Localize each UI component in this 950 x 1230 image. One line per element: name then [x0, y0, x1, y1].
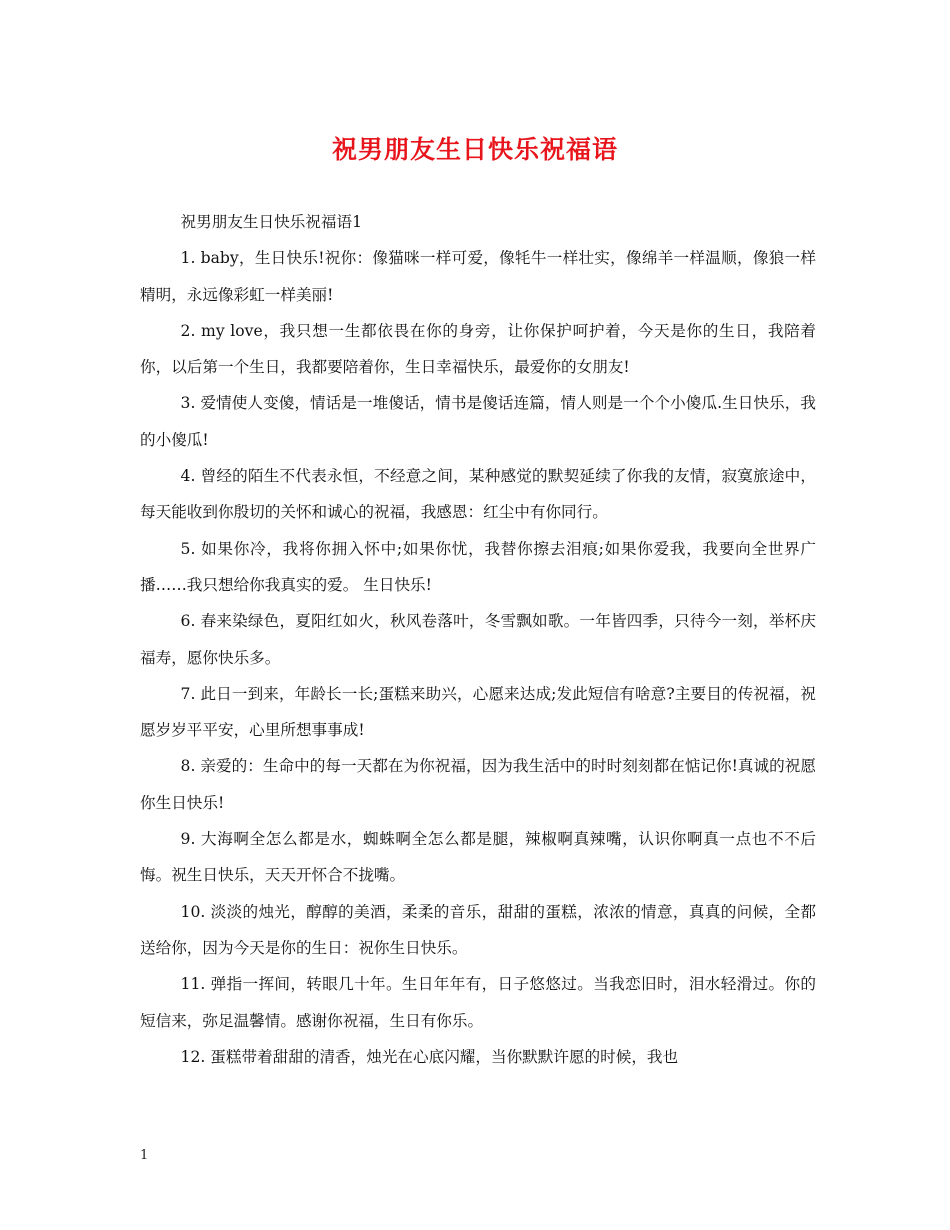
paragraph-6: 6. 春来染绿色，夏阳红如火，秋风卷落叶，冬雪飘如歌。一年皆四季，只待今一刻，举杯庆福寿，愿你快乐多。 [140, 612, 816, 667]
paragraph-2: 2. my love，我只想一生都依畏在你的身旁，让你保护呵护着，今天是你的生日，我陪着你，以后第一个生日，我都要陪着你，生日幸福快乐，最爱你的女朋友! [140, 321, 816, 377]
paragraph-9: 9. 大海啊全怎么都是水，蜘蛛啊全怎么都是腿，辣椒啊真辣嘴，认识你啊真一点也不不后悔。祝生日快乐，天天开怀合不拢嘴。 [140, 830, 816, 885]
paragraph-8: 8. 亲爱的：生命中的每一天都在为你祝福，因为我生活中的时时刻刻都在惦记你!真诚的祝愿你生日快乐! [140, 757, 816, 812]
paragraph-11: 11. 弹指一挥间，转眼几十年。生日年年有，日子悠悠过。当我恋旧时，泪水轻滑过。你的短信来，弥足温馨情。感谢你祝福，生日有你乐。 [140, 975, 816, 1030]
document-body [140, 204, 816, 1075]
paragraph-10: 10. 淡淡的烛光，醇醇的美酒，柔柔的音乐，甜甜的蛋糕，浓浓的情意，真真的问候，全都送给你，因为今天是你的生日：祝你生日快乐。 [140, 902, 816, 957]
paragraph-7: 7. 此日一到来，年龄长一长;蛋糕来助兴，心愿来达成;发此短信有啥意?主要目的传祝福，祝愿岁岁平平安，心里所想事事成! [140, 684, 816, 740]
page-number: 1 [140, 1148, 149, 1163]
document-title: 祝男朋友生日快乐祝福语 [331, 135, 618, 164]
paragraph-1: 1. baby，生日快乐!祝你：像猫咪一样可爱，像牦牛一样壮实，像绵羊一样温顺，像狼一样精明，永远像彩虹一样美丽! [140, 249, 816, 304]
paragraph-5: 5. 如果你冷，我将你拥入怀中;如果你忧，我替你擦去泪痕;如果你爱我，我要向全世界广播……我只想给你我真实的爱。 生日快乐! [140, 539, 816, 594]
paragraph-3: 3. 爱情使人变傻，情话是一堆傻话，情书是傻话连篇，情人则是一个个小傻瓜.生日快乐，我的小傻瓜! [140, 394, 816, 449]
section-heading: 祝男朋友生日快乐祝福语1 [180, 213, 362, 231]
paragraph-12: 12. 蛋糕带着甜甜的清香，烛光在心底闪耀，当你默默许愿的时候，我也 [180, 1047, 679, 1066]
paragraph-4: 4. 曾经的陌生不代表永恒，不经意之间，某种感觉的默契延续了你我的友情，寂寞旅途中，每天能收到你殷切的关怀和诚心的祝福，我感恩：红尘中有你同行。 [140, 467, 816, 522]
